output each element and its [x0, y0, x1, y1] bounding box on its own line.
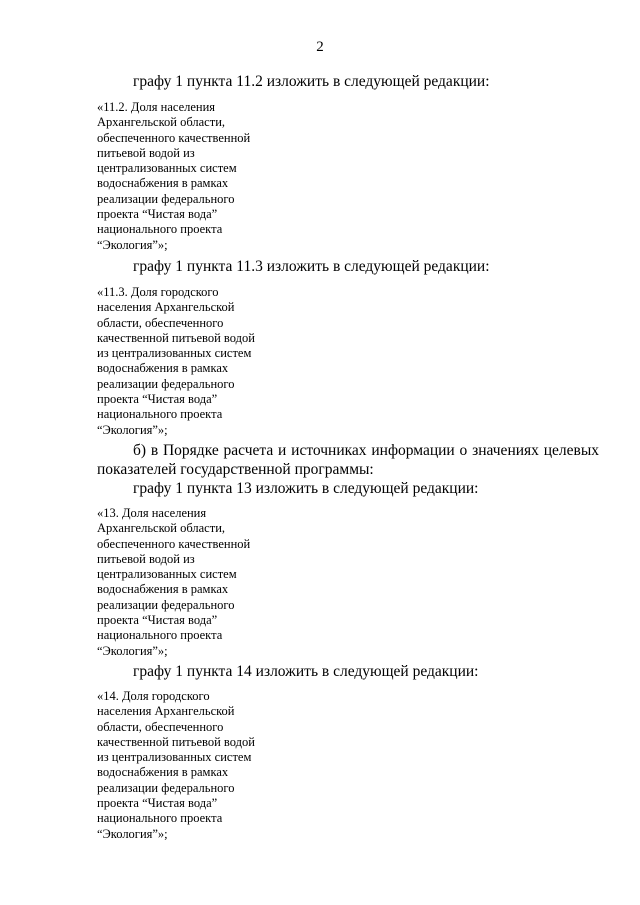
block-line: из централизованных систем	[97, 346, 252, 361]
block-line: обеспеченного качественной	[97, 130, 251, 145]
quoted-block-13	[97, 506, 250, 659]
block-line: водоснабжения в рамках	[97, 361, 229, 376]
block-line: водоснабжения в рамках	[97, 582, 229, 597]
block-line: проекта “Чистая вода”	[97, 796, 218, 811]
block-line: проекта “Чистая вода”	[97, 613, 218, 628]
block-line: «14. Доля городского	[97, 689, 210, 703]
block-line: обеспеченного качественной	[97, 536, 251, 551]
block-line: национального проекта	[97, 628, 223, 643]
block-line: реализации федерального	[97, 780, 235, 795]
block-line: питьевой водой из	[97, 551, 195, 566]
block-line: национального проекта	[97, 811, 223, 826]
block-line: области, обеспеченного	[97, 719, 224, 734]
block-line: “Экология”»;	[97, 643, 168, 658]
block-line: «13. Доля населения	[97, 506, 207, 520]
block-line: «11.2. Доля населения	[97, 100, 216, 114]
block-line: качественной питьевой водой	[97, 734, 255, 749]
block-line: Архангельской области,	[97, 115, 226, 130]
block-line: проекта “Чистая вода”	[97, 392, 218, 407]
quoted-block-14	[97, 689, 255, 842]
block-line: качественной питьевой водой	[97, 330, 255, 345]
block-line: области, обеспеченного	[97, 315, 224, 330]
quoted-block-11-3	[97, 285, 255, 438]
block-line: “Экология”»;	[97, 422, 168, 437]
block-line: национального проекта	[97, 222, 223, 237]
block-line: из централизованных систем	[97, 750, 252, 765]
block-line: реализации федерального	[97, 376, 235, 391]
block-line: водоснабжения в рамках	[97, 176, 229, 191]
instruction-11-2: графу 1 пункта 11.2 изложить в следующей редакции:	[133, 73, 490, 90]
subsection-b-line-2: показателей государственной программы:	[97, 461, 374, 478]
block-line: “Экология”»;	[97, 826, 168, 841]
block-line: питьевой водой из	[97, 145, 195, 160]
block-line: реализации федерального	[97, 191, 235, 206]
block-line: реализации федерального	[97, 597, 235, 612]
block-line: населения Архангельской	[97, 704, 235, 719]
instruction-13: графу 1 пункта 13 изложить в следующей редакции:	[133, 480, 479, 497]
quoted-block-11-2	[97, 100, 250, 253]
block-line: проекта “Чистая вода”	[97, 207, 218, 222]
block-line: «11.3. Доля городского	[97, 285, 219, 299]
page-number: 2	[316, 39, 324, 55]
subsection-b-line-1: б) в Порядке расчета и источниках информации о значениях целевых	[133, 442, 599, 459]
instruction-14: графу 1 пункта 14 изложить в следующей редакции:	[133, 663, 479, 680]
subsection-b-paragraph	[97, 441, 599, 479]
block-line: “Экология”»;	[97, 237, 168, 252]
block-line: водоснабжения в рамках	[97, 765, 229, 780]
block-line: национального проекта	[97, 407, 223, 422]
block-line: централизованных систем	[97, 161, 237, 176]
block-line: Архангельской области,	[97, 521, 226, 536]
instruction-11-3: графу 1 пункта 11.3 изложить в следующей редакции:	[133, 258, 490, 275]
block-line: населения Архангельской	[97, 300, 235, 315]
block-line: централизованных систем	[97, 567, 237, 582]
